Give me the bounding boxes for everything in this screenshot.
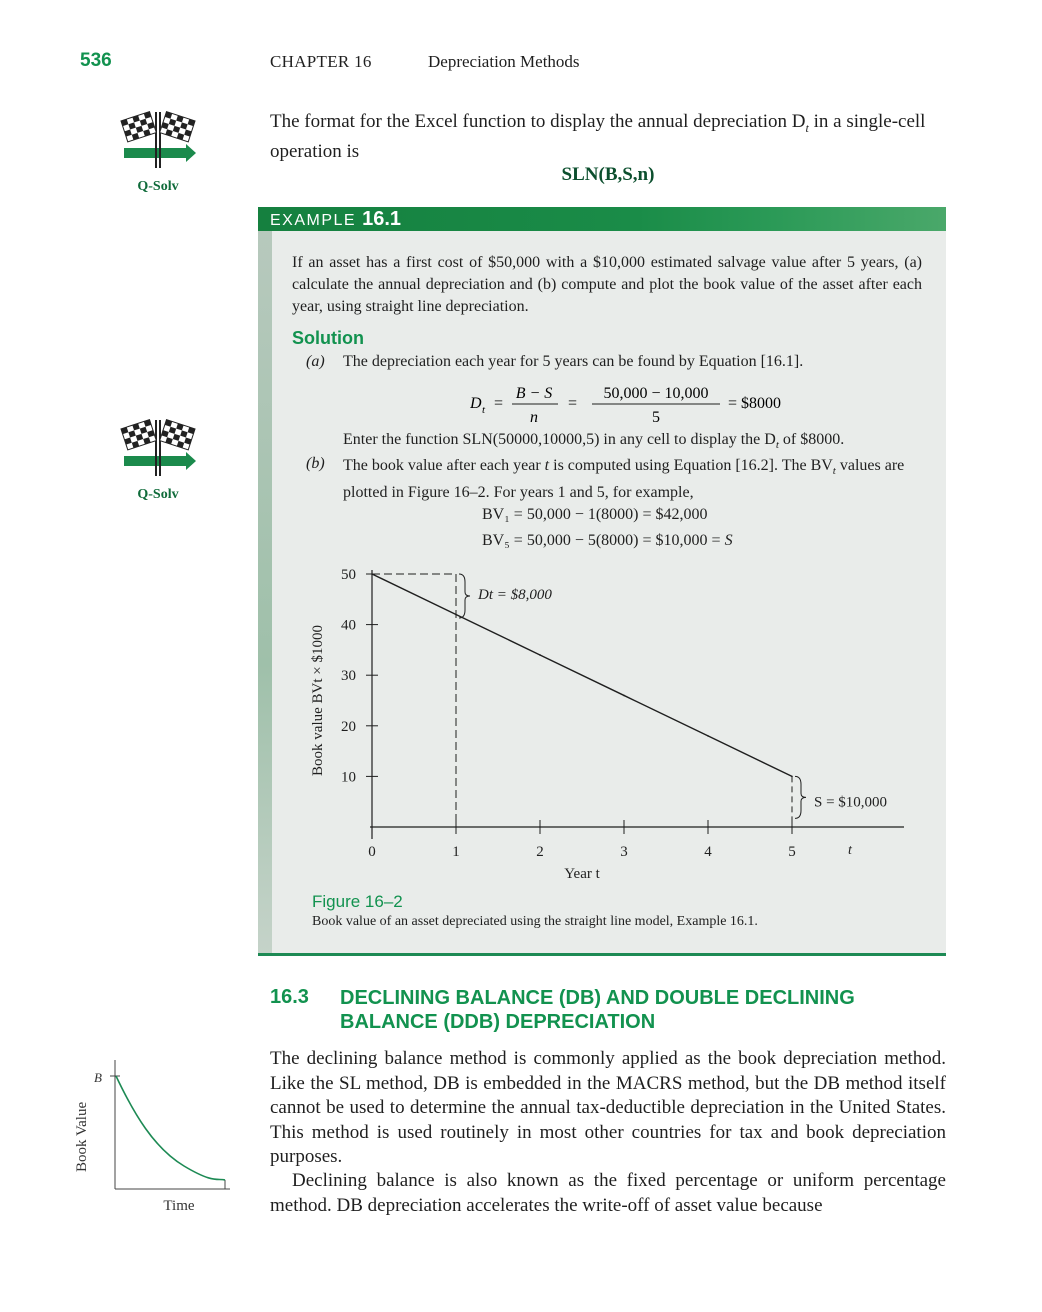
part-b-t: t xyxy=(544,457,550,474)
example-word: EXAMPLE xyxy=(270,212,357,229)
frac1-den: n xyxy=(530,409,538,426)
enter-text-sub: t xyxy=(775,439,779,452)
mini-ylabel: Book Value xyxy=(74,1101,90,1172)
depreciation-equation xyxy=(470,380,810,433)
frac2-num: 50,000 − 10,000 xyxy=(603,385,709,402)
x-tick-label: 1 xyxy=(452,844,460,860)
book-value-point xyxy=(371,573,373,575)
margin-book-value-chart xyxy=(72,1052,242,1216)
x-tick-label: 4 xyxy=(704,844,712,860)
part-a-label: (a) xyxy=(306,353,325,370)
section-title: DECLINING BALANCE (DB) AND DOUBLE DECLINING BALANCE (DDB) DEPRECIATION xyxy=(340,987,855,1033)
bv5-s: S xyxy=(724,532,733,549)
intro-paragraph xyxy=(270,110,946,164)
intro-text-after: in a single-cell operation is xyxy=(270,111,926,162)
x-axis-end-label: t xyxy=(848,843,852,858)
section-number: 16.3 xyxy=(270,986,309,1008)
checkered-flags-icon xyxy=(118,104,198,172)
dt-brace xyxy=(459,574,470,618)
part-b-text-2: is computed using Equation [16.2]. The BV xyxy=(549,457,833,474)
bv5-text: BV₅ = 50,000 − 5(8000) = $10,000 = xyxy=(482,532,725,549)
chapter-label: CHAPTER 16 xyxy=(270,52,372,71)
book-value-point xyxy=(707,735,709,737)
qsolv-label: Q-Solv xyxy=(137,487,179,502)
part-a-text: The depreciation each year for 5 years can be found by Equation [16.1]. xyxy=(343,353,804,370)
intro-text: The format for the Excel function to display the annual depreciation D xyxy=(270,111,806,132)
section-paragraph-1: The declining balance method is commonly applied as the book depreciation method. Like the SL method, DB is embedded in the MACRS method, but the DB method itself cannot be used to determine the annual tax-deductible depreciation in the United States. This method is used routinely in most other countries for tax and book depreciation purposes. xyxy=(270,1048,946,1167)
example-label xyxy=(270,208,401,231)
x-tick-label: 2 xyxy=(536,844,544,860)
part-b-text-1: The book value after each year xyxy=(343,457,545,474)
page-number: 536 xyxy=(80,50,112,71)
intro-subscript: t xyxy=(805,120,809,135)
example-left-strip xyxy=(258,231,272,953)
equation-graphic xyxy=(470,380,810,428)
frac2-den: 5 xyxy=(652,409,660,426)
part-b-label: (b) xyxy=(306,455,325,472)
mini-decline-curve xyxy=(116,1076,225,1180)
svg-text:=: = xyxy=(568,395,578,412)
eq-lhs: D xyxy=(470,395,482,412)
bv1-equation: BV₁ = 50,000 − 1(8000) = $42,000 xyxy=(482,506,708,523)
y-tick-label: 40 xyxy=(341,617,356,634)
x-tick-label: 3 xyxy=(620,844,628,860)
checkered-flags-icon xyxy=(118,412,198,480)
solution-heading: Solution xyxy=(292,328,364,348)
qsolv-label: Q-Solv xyxy=(137,179,179,194)
y-tick-label: 10 xyxy=(341,769,356,786)
mini-xlabel: Time xyxy=(163,1198,195,1214)
figure-caption: Book value of an asset depreciated using the straight line model, Example 16.1. xyxy=(312,914,758,929)
part-b-text xyxy=(343,455,923,504)
example-number: 16.1 xyxy=(362,208,402,230)
excel-formula: SLN(B,S,n) xyxy=(561,164,655,185)
chapter-title: Depreciation Methods xyxy=(428,52,580,71)
eq-lhs-sub: t xyxy=(482,404,486,416)
mini-b-label: B xyxy=(94,1070,102,1085)
qsolv-badge xyxy=(98,104,218,195)
book-value-chart xyxy=(300,566,930,888)
frac1-num: B − S xyxy=(515,385,553,402)
bv5-equation xyxy=(482,532,733,550)
x-tick-label: 5 xyxy=(788,844,796,860)
y-tick-label: 50 xyxy=(341,567,356,583)
chart-labels xyxy=(310,567,887,882)
y-axis-title: Book value BVt × $1000 xyxy=(310,625,326,776)
book-value-point xyxy=(539,654,541,656)
chart-marks xyxy=(371,573,806,827)
figure-title: Figure 16–2 xyxy=(312,892,403,911)
section-paragraph-2: Declining balance is also known as the fixed percentage or uniform percentage method. DB depreciation accelerates the write-off of asset value because xyxy=(270,1170,946,1216)
s-annotation: S = $10,000 xyxy=(814,794,888,811)
example-problem: If an asset has a first cost of $50,000 with a $10,000 estimated salvage value after 5 years, (a) calculate the annual depreciation and (b) compute and plot the book value of the asset after each year, using straight line depreciation. xyxy=(292,254,922,315)
x-tick-label: 0 xyxy=(368,844,376,860)
y-tick-label: 20 xyxy=(341,718,356,735)
enter-text-2: of $8000. xyxy=(778,431,845,448)
x-axis-title: Year t xyxy=(564,866,600,882)
book-value-point xyxy=(623,695,625,697)
book-value-line xyxy=(372,574,792,776)
svg-text:=: = xyxy=(494,395,504,412)
dt-annotation: Dt = $8,000 xyxy=(478,587,552,603)
part-b-text-3: values are plotted in Figure 16–2. For years 1 and 5, for example, xyxy=(343,457,905,502)
part-a-enter-text xyxy=(343,431,923,451)
s-brace xyxy=(795,776,806,818)
y-tick-label: 30 xyxy=(341,668,356,685)
book-value-point xyxy=(455,614,457,616)
enter-text-1: Enter the function SLN(50000,10000,5) in any cell to display the D xyxy=(343,431,776,448)
qsolv-badge xyxy=(98,412,218,503)
part-b-sub: t xyxy=(832,465,836,478)
eq-result: = $8000 xyxy=(728,395,782,412)
